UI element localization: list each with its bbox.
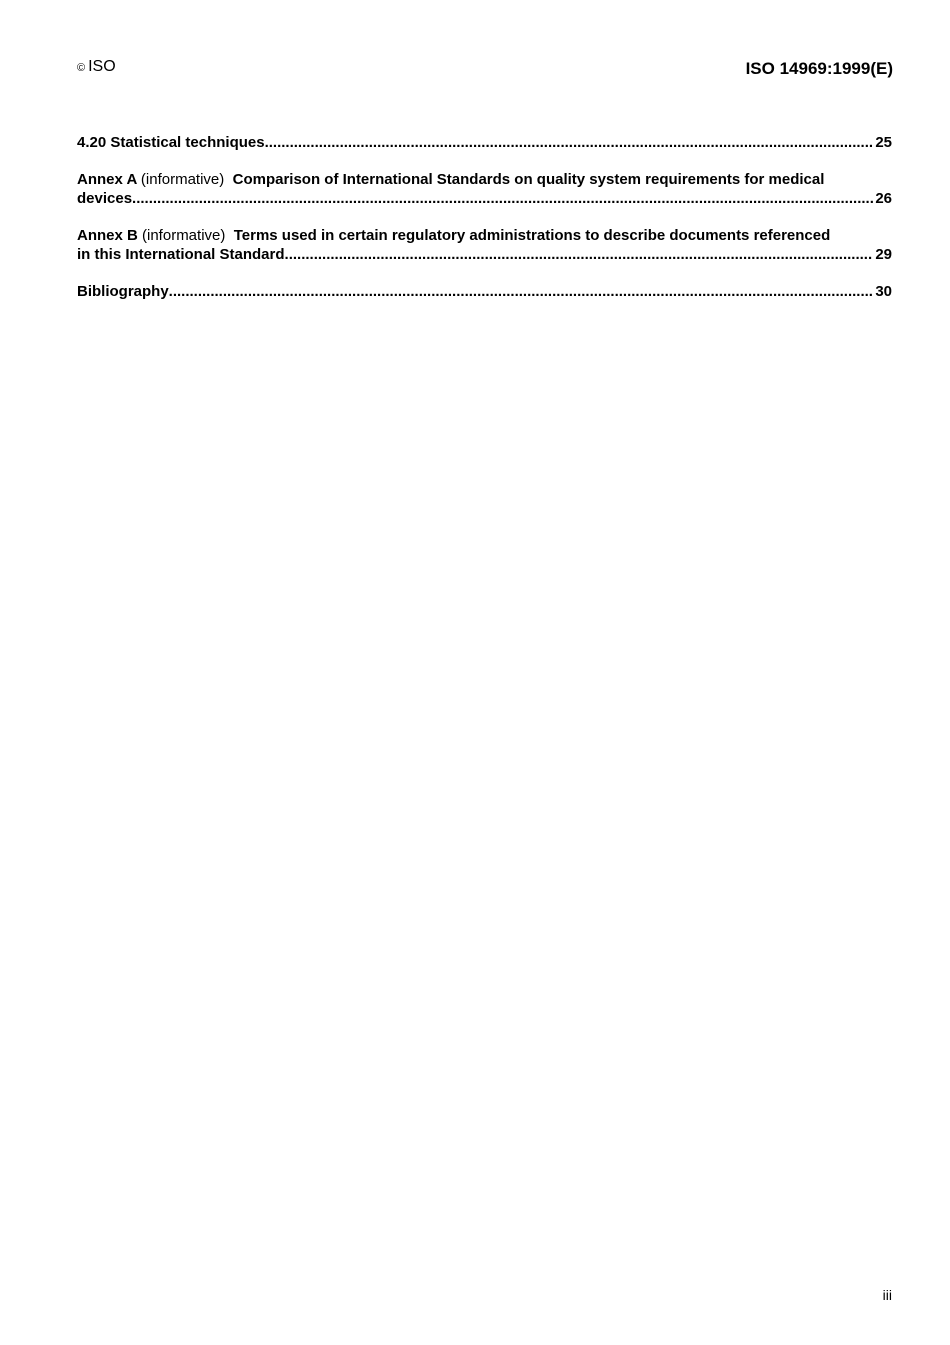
toc-entry-page: 25 (875, 134, 892, 151)
toc-leader-line (77, 133, 892, 152)
toc-leader-line (77, 282, 892, 301)
document-id: ISO 14969:1999(E) (745, 59, 893, 78)
annex-title-continuation: in this International Standard (77, 246, 285, 263)
copyright-symbol: © (77, 62, 86, 74)
header-copyright (77, 57, 116, 78)
toc-entry-title: 4.20 Statistical techniques (77, 134, 265, 151)
table-of-contents (77, 133, 892, 319)
toc-leader-line (77, 189, 892, 208)
toc-leader-dots (285, 245, 874, 264)
annex-title-continuation: devices (77, 190, 133, 207)
annex-qualifier: (informative) (140, 171, 225, 188)
toc-leader-line (77, 245, 892, 264)
toc-leader-dots (265, 133, 874, 152)
toc-entry-statistical-techniques[interactable] (77, 133, 892, 152)
toc-entry-page: 29 (875, 246, 892, 263)
toc-entry-annex-b[interactable] (77, 226, 892, 264)
toc-entry-page: 26 (875, 190, 892, 207)
toc-entry-title (77, 226, 892, 245)
annex-title: Comparison of International Standards on quality system requirements for medical (232, 171, 825, 188)
toc-entry-title: Bibliography (77, 283, 169, 300)
annex-qualifier: (informative) (142, 227, 226, 244)
toc-leader-dots (132, 189, 873, 208)
toc-entry-page: 30 (875, 283, 892, 300)
toc-entry-bibliography[interactable] (77, 282, 892, 301)
annex-title: Terms used in certain regulatory administrations to describe documents referenced (233, 227, 831, 244)
page-number: iii (882, 1287, 892, 1303)
annex-label: Annex A (77, 171, 137, 188)
header-left-text: ISO (88, 58, 116, 75)
annex-label: Annex B (77, 227, 138, 244)
toc-entry-title (77, 170, 892, 189)
toc-entry-annex-a[interactable] (77, 170, 892, 208)
toc-leader-dots (169, 282, 874, 301)
